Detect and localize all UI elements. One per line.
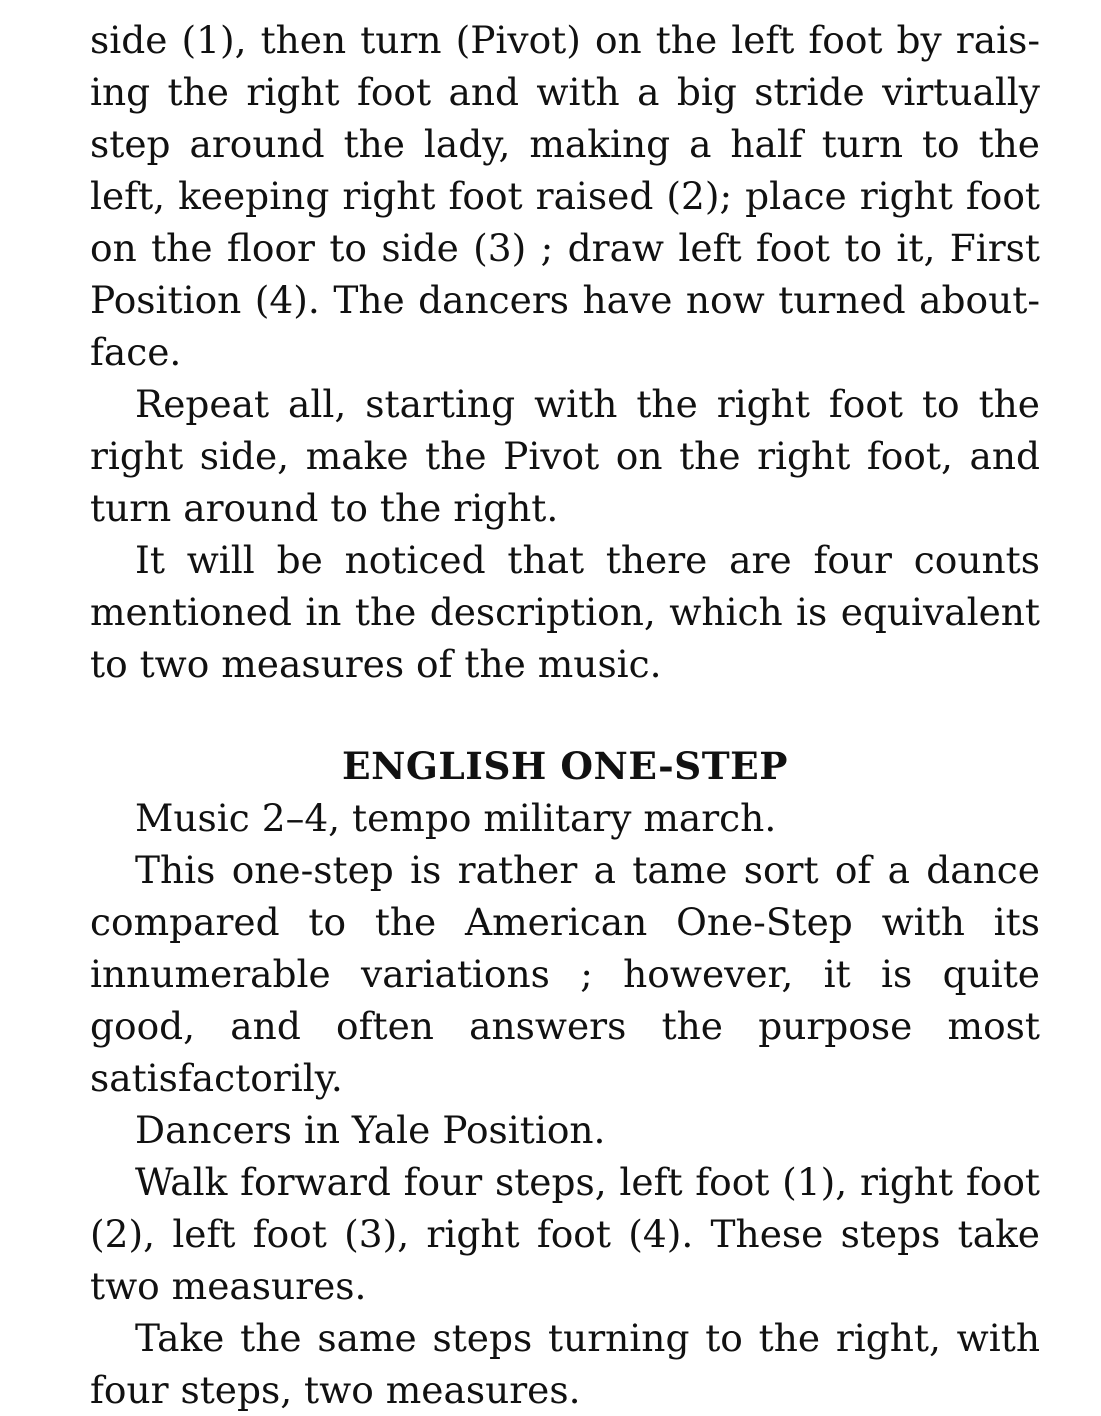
section-heading: ENGLISH ONE-STEP bbox=[342, 744, 788, 788]
paragraph-walk-forward: Walk forward four steps, left foot (1), right foot (2), left foot (3), right foot (4). These steps take two measures. bbox=[90, 1160, 1040, 1308]
section-spacer bbox=[90, 690, 1040, 740]
paragraph-music-tempo: Music 2–4, tempo military march. bbox=[135, 796, 777, 840]
paragraph-dancer-position: Dancers in Yale Position. bbox=[135, 1108, 606, 1152]
paragraph-one-step-description: This one-step is rather a tame sort of a dance compared to the American One-Step with its innumerable variations ; however, it is quite good, and often answers the purpose most satisfactorily. bbox=[90, 848, 1040, 1100]
paragraph-pivot-turn: side (1), then turn (Pivot) on the left foot by raising the right foot and with a big stride virtually step around the lady, making a half turn to the left, keeping right foot raised (2); place right foot on the floor to side (3) ; draw left foot to it, First Position (4). The dancers have now turned aboutface. bbox=[90, 18, 1040, 374]
paragraph-four-counts: It will be noticed that there are four counts mentioned in the description, which is equivalent to two measures of the music. bbox=[90, 538, 1040, 686]
paragraph-turn-right: Take the same steps turning to the right, with four steps, two measures. bbox=[90, 1316, 1040, 1412]
book-page bbox=[90, 14, 1040, 1412]
paragraph-repeat-all: Repeat all, starting with the right foot to the right side, make the Pivot on the right foot, and turn around to the right. bbox=[90, 382, 1040, 530]
